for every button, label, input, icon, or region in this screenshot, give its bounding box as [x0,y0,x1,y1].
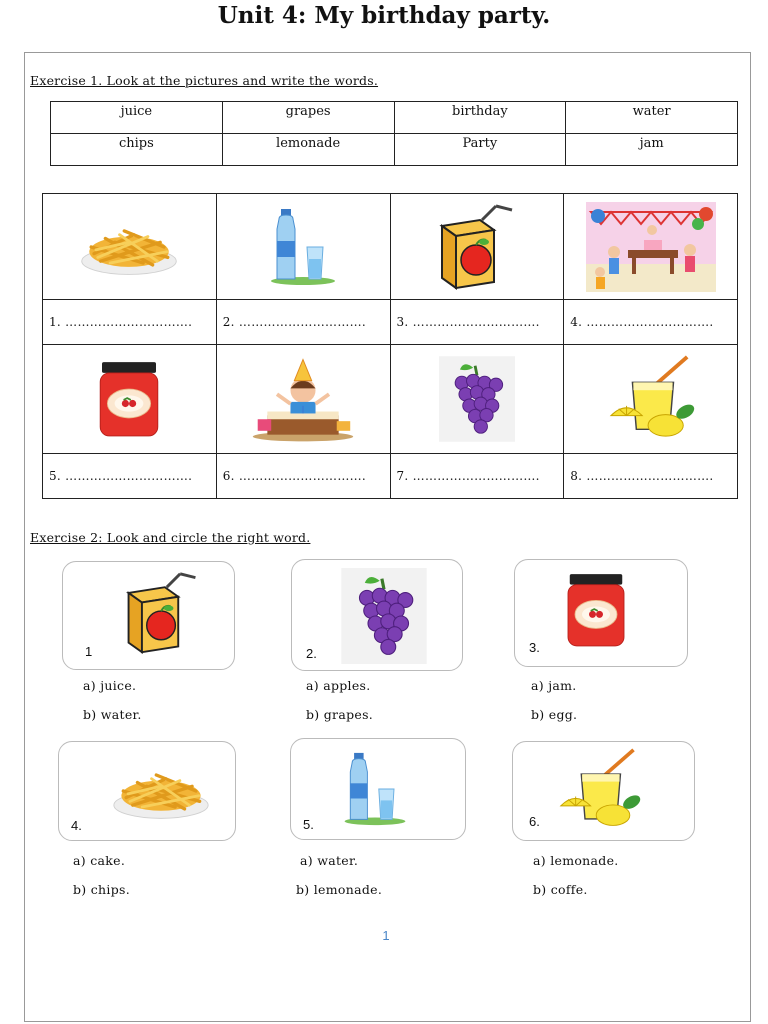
option-a[interactable]: a) apples. [306,678,371,693]
option-b[interactable]: b) coffe. [533,882,588,897]
option-a[interactable]: a) juice. [83,678,137,693]
answer-line[interactable]: 6. …………………………. [216,454,390,499]
page-title: Unit 4: My birthday party. [217,2,551,29]
item-number: 6. [529,814,540,829]
picture-cell [43,194,217,300]
party-image [586,202,716,292]
picture-card [290,738,466,840]
picture-cell [390,194,564,300]
picture-cell [390,345,564,454]
option-b[interactable]: b) lemonade. [296,882,383,897]
word-bank-cell: juice [51,102,223,134]
answer-line[interactable]: 7. …………………………. [390,454,564,499]
grapes-image [439,355,515,443]
chips-image [109,758,213,824]
option-b[interactable]: b) egg. [531,707,578,722]
word-bank-cell: chips [51,134,223,166]
picture-cell [216,194,390,300]
water-bottle-image [263,207,343,287]
picture-card [62,561,235,670]
option-a[interactable]: a) jam. [531,678,577,693]
picture-cell [564,194,738,300]
answer-line[interactable]: 4. …………………………. [564,300,738,345]
word-bank-cell: birthday [394,102,566,134]
word-bank-cell: lemonade [222,134,394,166]
answer-line[interactable]: 8. …………………………. [564,454,738,499]
water-bottle-image [337,749,413,829]
answer-line[interactable]: 2. …………………………. [216,300,390,345]
picture-card [514,559,688,667]
item-number: 2. [306,646,317,661]
lemonade-image [607,355,695,443]
exercise1-heading: Exercise 1. Look at the pictures and write the words. [30,73,379,88]
answer-line[interactable]: 5. …………………………. [43,454,217,499]
item-number: 3. [529,640,540,655]
picture-cell [216,345,390,454]
chips-image [77,213,181,281]
item-number: 1 [85,644,93,659]
option-a[interactable]: a) cake. [73,853,126,868]
option-a[interactable]: a) water. [300,853,359,868]
page-number: 1 [382,928,390,943]
picture-card [58,741,236,841]
juice-box-image [432,202,522,292]
item-number: 4. [71,818,82,833]
grapes-image [336,568,432,664]
item-number: 5. [303,817,314,832]
exercise2-heading: Exercise 2: Look and circle the right word. [30,530,311,545]
option-b[interactable]: b) water. [83,707,142,722]
answer-line[interactable]: 1. …………………………. [43,300,217,345]
jam-jar-image [93,355,165,443]
word-bank-cell: water [566,102,738,134]
word-bank-row [51,134,738,166]
word-bank-table [50,101,738,166]
jam-jar-image [561,566,631,654]
word-bank-cell: grapes [222,102,394,134]
picture-cell [564,345,738,454]
picture-card [512,741,695,841]
option-b[interactable]: b) grapes. [306,707,374,722]
word-bank-cell: Party [394,134,566,166]
option-b[interactable]: b) chips. [73,882,130,897]
picture-grid [42,193,738,499]
picture-cell [43,345,217,454]
word-bank-row [51,102,738,134]
juice-box-image [119,570,205,656]
lemonade-image [557,748,641,832]
picture-card [291,559,463,671]
option-a[interactable]: a) lemonade. [533,853,619,868]
answer-line[interactable]: 3. …………………………. [390,300,564,345]
word-bank-cell: jam [566,134,738,166]
birthday-cake-image [250,355,356,443]
